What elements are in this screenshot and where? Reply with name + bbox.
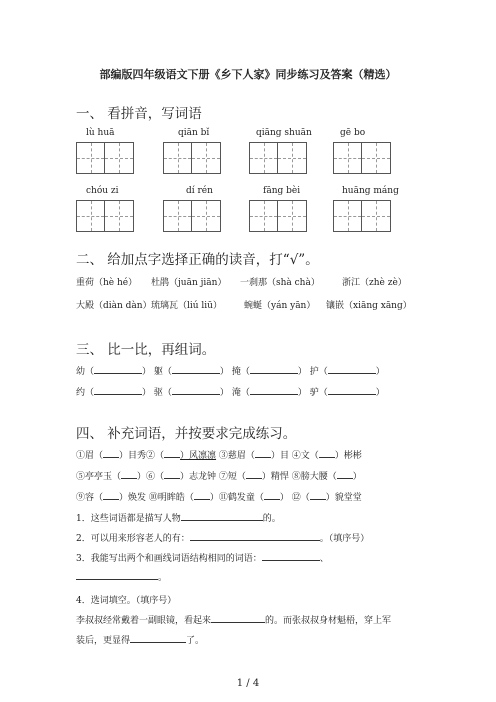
section-1-heading: 一、 看拼音，写词语	[76, 106, 202, 122]
answer-blank[interactable]	[337, 469, 353, 479]
pinyin-1: lù huā	[86, 128, 115, 138]
answer-blank[interactable]	[164, 469, 180, 479]
answer-blank[interactable]	[328, 385, 376, 395]
pinyin-6: dí rén	[186, 186, 213, 196]
section-3-heading: 三、 比一比，再组词。	[76, 342, 216, 358]
reading-choice[interactable]: 浙江（zhè zè）	[342, 278, 407, 288]
char-grid[interactable]	[163, 142, 221, 174]
idiom-line-2: ⑤亭亭玉（ ）⑥（ ）志龙钟 ⑦短（ ）精悍 ⑧膀大腰（ ）	[76, 469, 362, 482]
reading-choice[interactable]: 一刹那（shà chà）	[240, 278, 320, 288]
pinyin-3: qiāng shuān	[256, 128, 312, 138]
question-4-text-2: 装后，更显得 了。	[76, 633, 204, 646]
char-grid[interactable]	[249, 142, 307, 174]
question-3: 3．我能写出两个和画线词语结构相同的词语： 、	[76, 551, 329, 564]
answer-blank[interactable]	[94, 385, 142, 395]
answer-blank[interactable]	[172, 364, 220, 374]
question-4-text-1: 李叔叔经常戴着一副眼镜，看起来 的。而张叔叔身材魁梧，穿上军	[76, 613, 391, 626]
idiom-line-3: ⑨容（ ）焕发 ⑩明眸皓（ ）⑪鹤发童（ ） ⑫（ ）貌堂堂	[76, 490, 362, 503]
char-grid[interactable]	[249, 200, 307, 232]
answer-blank[interactable]	[103, 448, 119, 458]
char-grid[interactable]	[163, 200, 221, 232]
page-number: 1 / 4	[236, 678, 260, 689]
answer-blank[interactable]	[211, 613, 265, 623]
char-grid[interactable]	[76, 200, 134, 232]
pinyin-4: gē bo	[340, 128, 366, 138]
section-2-heading: 二、 给加点字选择正确的读音，打“√”。	[76, 252, 319, 268]
reading-choice[interactable]: 琉璃瓦（liú liū）	[151, 301, 222, 311]
idiom-line-1: ①眉（ ）目秀②（ ）风凛凛 ③慈眉（ ）目 ④文（ ）彬彬	[76, 448, 362, 461]
question-1: 1．这些词语都是描写人物 的。	[76, 511, 281, 524]
question-3-cont: 。	[76, 570, 167, 583]
answer-blank[interactable]	[310, 490, 326, 500]
pinyin-5: chóu zi	[86, 186, 119, 196]
answer-blank[interactable]	[194, 490, 210, 500]
char-grid[interactable]	[76, 142, 134, 174]
pinyin-7: fāng bèi	[263, 186, 301, 196]
answer-blank[interactable]	[130, 633, 186, 643]
answer-blank[interactable]	[328, 364, 376, 374]
compare-row-1: 幼（ ） 躯（ ） 掩（ ） 护（ ）	[76, 364, 385, 377]
answer-blank[interactable]	[250, 385, 298, 395]
page-title: 部编版四年级语文下册《乡下人家》同步练习及答案（精选）	[99, 68, 397, 81]
answer-blank[interactable]	[264, 490, 280, 500]
section-4-heading: 四、 补充词语，并按要求完成练习。	[76, 426, 297, 442]
reading-choice[interactable]: 重荷（hè hé）	[76, 278, 138, 288]
answer-blank[interactable]	[164, 448, 180, 458]
answer-blank[interactable]	[103, 490, 119, 500]
answer-blank[interactable]	[190, 531, 320, 541]
question-2: 2．可以用来形容老人的有： 。（填序号）	[76, 531, 369, 544]
answer-blank[interactable]	[121, 469, 137, 479]
reading-choice[interactable]: 镶嵌（xiāng xāng）	[326, 301, 412, 311]
answer-blank[interactable]	[255, 448, 271, 458]
answer-blank[interactable]	[250, 364, 298, 374]
question-4: 4．选词填空。（填序号）	[76, 596, 177, 606]
answer-blank[interactable]	[76, 570, 158, 580]
answer-blank[interactable]	[246, 469, 262, 479]
char-grid[interactable]	[333, 200, 391, 232]
compare-row-2: 约（ ） 驱（ ） 淹（ ） 驴（ ）	[76, 385, 385, 398]
reading-choice[interactable]: 大殿（diàn dàn）	[76, 301, 152, 311]
answer-blank[interactable]	[94, 364, 142, 374]
answer-blank[interactable]	[319, 448, 335, 458]
char-grid[interactable]	[333, 142, 391, 174]
answer-blank[interactable]	[172, 385, 220, 395]
pinyin-2: qiān bǐ	[178, 128, 210, 138]
reading-choice[interactable]: 蜿蜒（yán yān）	[244, 301, 316, 311]
answer-blank[interactable]	[181, 511, 263, 521]
reading-choice[interactable]: 杜鹃（juān jiān）	[151, 278, 227, 288]
answer-blank[interactable]	[262, 551, 320, 561]
pinyin-8: huāng máng	[342, 186, 399, 196]
